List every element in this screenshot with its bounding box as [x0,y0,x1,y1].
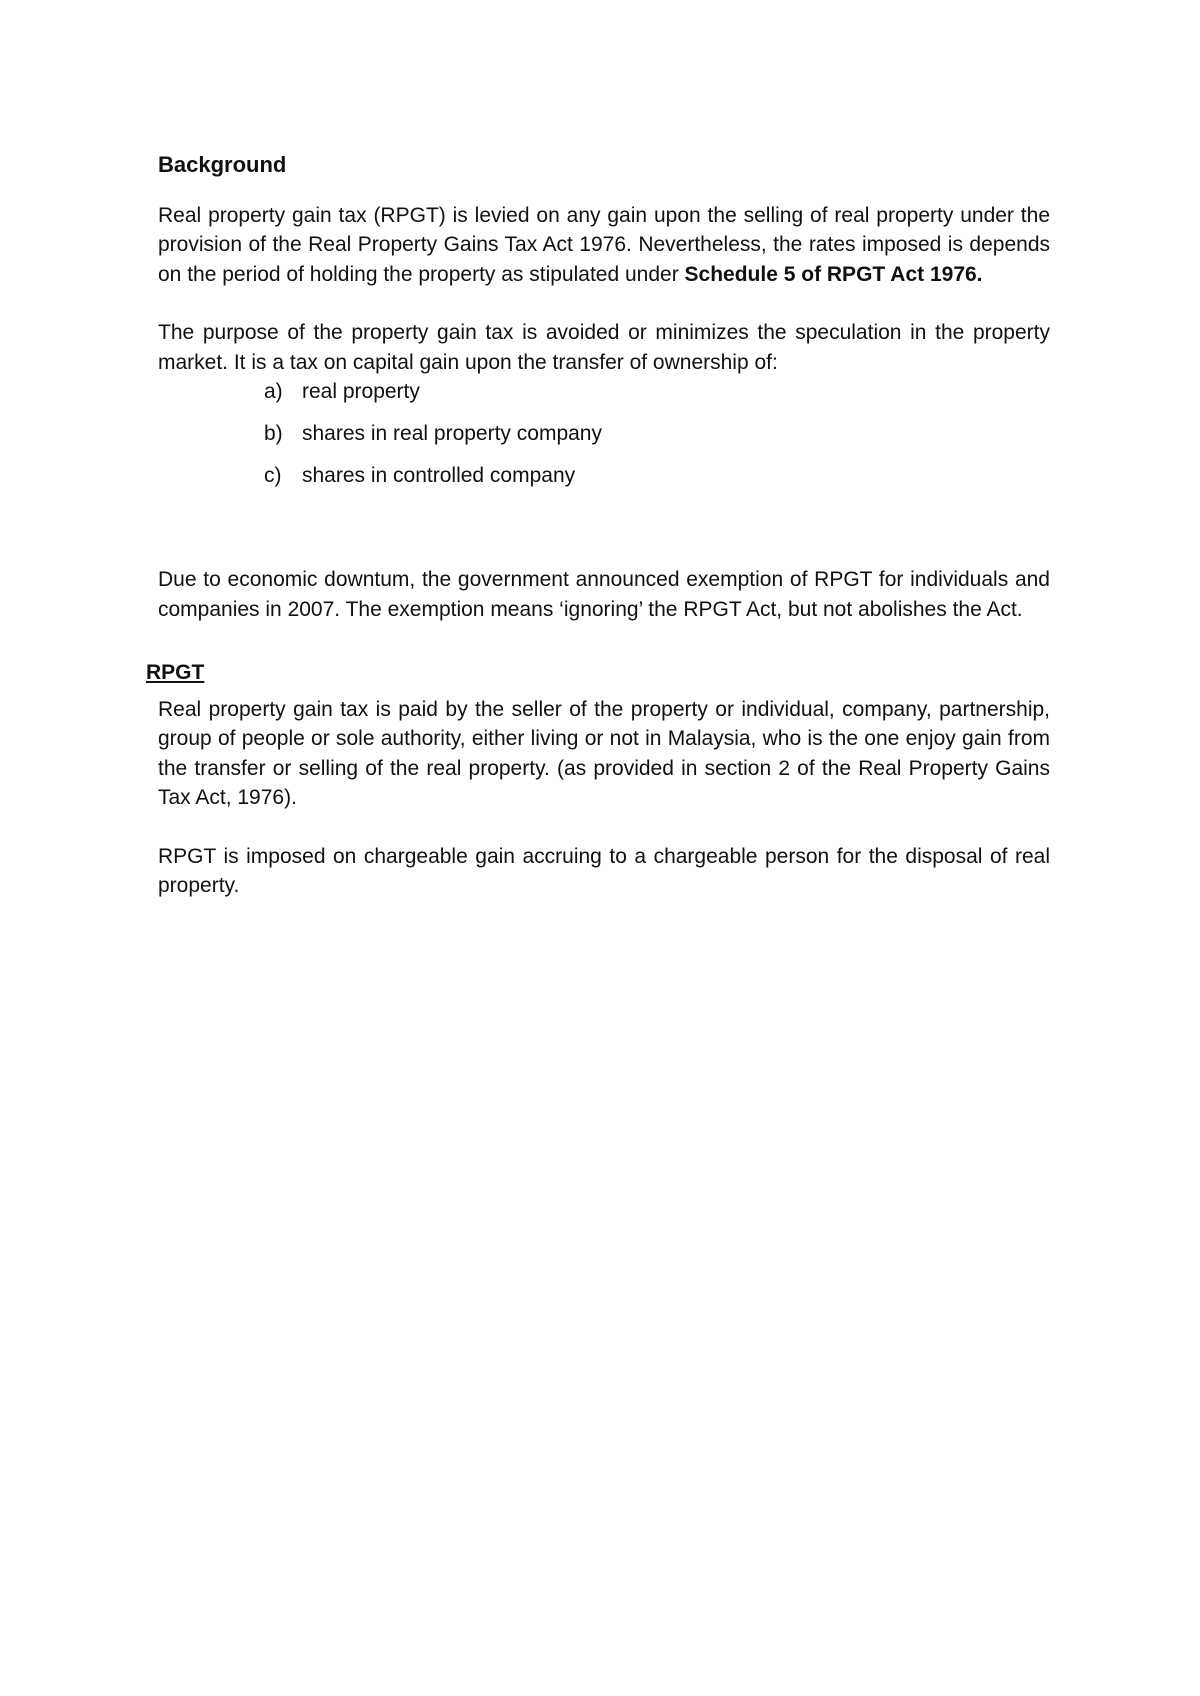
background-heading: Background [158,152,287,177]
rpgt-heading: RPGT [146,661,205,684]
schedule-reference: Schedule 5 of RPGT Act 1976. [684,262,983,286]
list-item [264,461,1050,503]
ownership-list [158,377,1050,503]
paragraph-chargeable-gain: RPGT is imposed on chargeable gain accruing to a chargeable person for the disposal of real property. [158,844,1050,897]
list-item-text: shares in controlled company [302,464,576,487]
paragraph-rpgt-intro [158,201,1050,290]
list-item-text: real property [302,380,420,403]
list-item-text: shares in real property company [302,422,602,445]
list-item [264,377,1050,419]
paragraph-exemption: Due to economic downtum, the government announced exemption of RPGT for individuals and companies in 2007. The exemption means ‘ignoring’ the RPGT Act, but not abolishes the Act. [158,568,1050,621]
document-body [146,150,1050,901]
list-marker: c) [264,464,282,487]
list-marker: a) [264,380,283,403]
paragraph-purpose: The purpose of the property gain tax is avoided or minimizes the speculation in the property market. It is a tax on capital gain upon the transfer of ownership of: [158,321,1050,374]
list-item [264,419,1050,461]
paragraph-who-pays: Real property gain tax is paid by the seller of the property or individual, company, partnership, group of people or sole authority, either living or not in Malaysia, who is the one enjoy gain from the transfer or selling of the real property. (as provided in section 2 of the Real Property Gains Tax Act, 1976). [158,697,1050,809]
list-marker: b) [264,422,283,445]
paragraph-rpgt-intro-text: Real property gain tax (RPGT) is levied on any gain upon the selling of real property under the provision of the Real Property Gains Tax Act 1976. Nevertheless, the rates imposed is depends on the period of holding the property as stipulated under [158,203,1050,286]
